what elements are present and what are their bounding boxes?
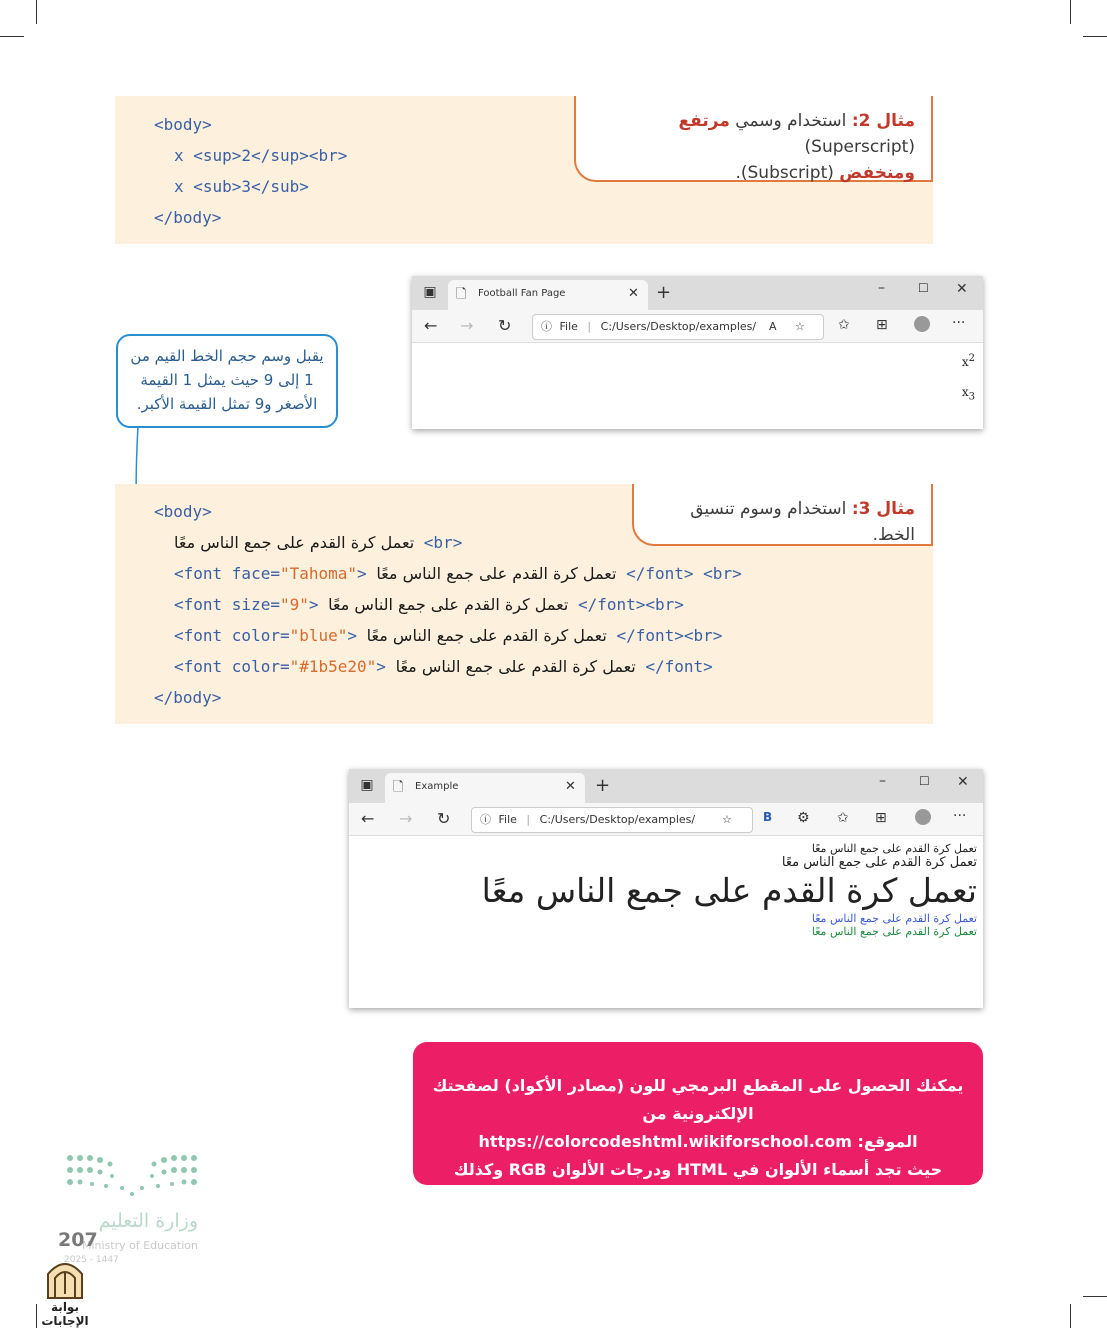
code-tag: >: [376, 657, 386, 676]
sup-example: [962, 353, 975, 369]
code-line: [154, 651, 742, 682]
example2-title-line2: [592, 160, 915, 186]
code-tag: </font><br>: [616, 626, 723, 645]
tab-bar: [412, 276, 983, 310]
code-line: </body>: [154, 208, 222, 227]
close-tab-icon[interactable]: ✕: [565, 779, 576, 794]
browser-window-2: [349, 769, 983, 1008]
refresh-icon[interactable]: ↻: [498, 316, 512, 335]
url-prefix: File: [498, 813, 517, 826]
favorite-icon[interactable]: ☆: [722, 813, 732, 826]
code-tag: <font color=: [174, 626, 290, 645]
code-tag: <font face=: [174, 564, 280, 583]
ministry-logo-icon: [62, 1150, 202, 1202]
address-bar-row: [412, 310, 983, 343]
arabic-text: تعمل كرة القدم على جمع الناس معًا: [395, 657, 636, 676]
crop-mark: [36, 0, 37, 24]
blue-font-line: تعمل كرة القدم على جمع الناس معًا: [811, 912, 977, 925]
code-line: [154, 620, 742, 651]
bing-icon[interactable]: B: [763, 810, 773, 824]
read-aloud-icon[interactable]: A: [769, 320, 777, 333]
tahoma-font-line: تعمل كرة القدم على جمع الناس معًا: [781, 855, 977, 870]
forward-icon[interactable]: →: [399, 809, 413, 828]
crop-mark: [0, 36, 24, 37]
code-string: "9": [279, 595, 309, 614]
back-icon[interactable]: ←: [424, 316, 438, 335]
code-line: [154, 589, 742, 620]
new-tab-icon[interactable]: +: [595, 775, 611, 796]
ministry-name-en: Ministry of Education: [81, 1239, 198, 1252]
minimize-icon[interactable]: –: [879, 773, 886, 789]
maximize-icon[interactable]: ☐: [918, 281, 929, 295]
address-bar-row: [349, 803, 983, 836]
default-font-line: تعمل كرة القدم على جمع الناس معًا: [811, 842, 977, 855]
sup-base: x: [961, 355, 969, 369]
code-string: "Tahoma": [279, 564, 358, 583]
url-separator: |: [526, 813, 531, 826]
size9-font-line: تعمل كرة القدم على جمع الناس معًا: [481, 871, 977, 910]
url-text: C:/Users/Desktop/examples/: [600, 320, 757, 333]
green-font-line: تعمل كرة القدم على جمع الناس معًا: [811, 925, 977, 938]
info-icon: ⓘ: [541, 320, 552, 333]
answers-portal-logo-icon: [44, 1256, 86, 1300]
code-tag: >: [357, 564, 367, 583]
close-tab-icon[interactable]: ✕: [628, 286, 639, 301]
code-tag: >: [347, 626, 358, 645]
code-tag: <font size=: [174, 595, 280, 614]
browser-window-1: [412, 276, 983, 429]
crop-mark: [1083, 1296, 1107, 1297]
url-field[interactable]: [532, 314, 824, 340]
extensions-icon[interactable]: ⚙: [797, 810, 810, 826]
page-number: 207: [58, 1229, 98, 1251]
info-line-1: يمكنك الحصول على المقطع البرمجي للون (مصادر الأكواد) لصفحتك الإلكترونية من: [432, 1076, 964, 1123]
tab-actions-icon[interactable]: ▣: [423, 284, 437, 300]
example2-title-bold2: ومنخفض: [839, 163, 915, 183]
crop-mark: [1083, 36, 1107, 37]
example2-title-line1: [592, 108, 915, 160]
code-tag: </font> <br>: [626, 564, 742, 583]
example2-title-prefix: مثال 2:: [851, 111, 915, 131]
code-string: "blue": [289, 626, 348, 645]
arabic-text: تعمل كرة القدم على جمع الناس معًا: [174, 533, 415, 552]
info-line-2: الموقع: https://colorcodeshtml.wikiforschool.com: [478, 1132, 918, 1151]
maximize-icon[interactable]: ☐: [919, 774, 930, 788]
favorites-icon[interactable]: ✩: [838, 317, 850, 333]
example2-callout: [574, 96, 933, 182]
tab-example[interactable]: [385, 773, 585, 803]
code-line: x <sup>2</sup><br>: [174, 146, 348, 165]
tab-title: Football Fan Page: [478, 288, 566, 299]
example2-title-bold1: مرتفع: [678, 111, 730, 131]
ministry-name-ar: وزارة التعليم: [98, 1210, 198, 1232]
tab-actions-icon[interactable]: ▣: [360, 777, 374, 793]
font-size-note: [116, 334, 338, 428]
arabic-text: تعمل كرة القدم على جمع الناس معًا: [328, 595, 569, 614]
collections-icon[interactable]: ⊞: [876, 317, 888, 333]
color-codes-info-box: [413, 1042, 983, 1207]
info-icon: ⓘ: [480, 813, 491, 826]
page-icon: 🗋: [456, 287, 467, 302]
answers-portal-label: بوابة الإجابات: [41, 1300, 89, 1328]
code-tag: <br>: [423, 533, 463, 552]
new-tab-icon[interactable]: +: [656, 282, 672, 303]
code-line: [154, 558, 742, 589]
url-text: C:/Users/Desktop/examples/: [539, 813, 696, 826]
arabic-text: تعمل كرة القدم على جمع الناس معًا: [366, 626, 607, 645]
font-size-note-text: يقبل وسم حجم الخط القيم من 1 إلى 9 حيث يمثل 1 القيمة الأصغر و9 تمثل القيمة الأكبر.: [130, 347, 324, 413]
example2-title-end2: (Subscript).: [735, 163, 834, 183]
crop-mark: [1070, 0, 1071, 24]
example2-title-text: استخدام وسمي: [735, 111, 847, 131]
edition-year: 2025 - 1447: [64, 1255, 119, 1265]
favorites-icon[interactable]: ✩: [837, 810, 849, 826]
favorite-icon[interactable]: ☆: [795, 320, 805, 333]
collections-icon[interactable]: ⊞: [875, 810, 887, 826]
profile-icon[interactable]: [915, 809, 931, 825]
example3-title-prefix: مثال 3:: [851, 499, 915, 519]
page-icon: 🗋: [393, 780, 404, 795]
code-tag: </font>: [645, 657, 713, 676]
code-string: "#1b5e20": [289, 657, 377, 676]
example2-title-end1: (Superscript): [804, 137, 915, 157]
more-icon[interactable]: ···: [953, 808, 967, 824]
code-line: </body>: [154, 688, 222, 707]
crop-mark: [1070, 1304, 1071, 1328]
forward-icon[interactable]: →: [460, 316, 474, 335]
tab-title: Example: [415, 781, 459, 792]
refresh-icon[interactable]: ↻: [437, 809, 451, 828]
code-line: x <sub>3</sub>: [174, 177, 309, 196]
url-prefix: File: [559, 320, 578, 333]
example2-code: [154, 109, 347, 233]
close-window-icon[interactable]: ✕: [957, 774, 969, 790]
sub-value: 3: [968, 391, 975, 403]
example3-callout: [632, 484, 933, 546]
tab-football-fan-page[interactable]: [448, 280, 648, 310]
example3-title-text: استخدام وسوم تنسيق الخط.: [690, 499, 915, 545]
tab-bar: [349, 769, 983, 803]
back-icon[interactable]: ←: [361, 809, 375, 828]
minimize-icon[interactable]: –: [878, 280, 885, 296]
page-content: [349, 842, 983, 1015]
code-tag: <font color=: [174, 657, 290, 676]
url-field[interactable]: [471, 807, 753, 833]
profile-icon[interactable]: [914, 316, 930, 332]
code-line: <body>: [154, 502, 212, 521]
sup-value: 2: [968, 353, 975, 364]
code-tag: </font><br>: [577, 595, 684, 614]
code-tag: >: [308, 595, 319, 614]
more-icon[interactable]: ···: [952, 315, 966, 331]
sub-base: x: [961, 385, 969, 399]
sub-example: [962, 385, 975, 402]
url-separator: |: [587, 320, 592, 333]
arabic-text: تعمل كرة القدم على جمع الناس معًا: [376, 564, 617, 583]
code-line: <body>: [154, 115, 212, 134]
page-content: [412, 343, 983, 430]
info-line-3: حيث تجد أسماء الألوان في HTML ودرجات الألوان RGB وكذلك رموزها Hex.: [453, 1160, 943, 1207]
close-window-icon[interactable]: ✕: [956, 281, 968, 297]
